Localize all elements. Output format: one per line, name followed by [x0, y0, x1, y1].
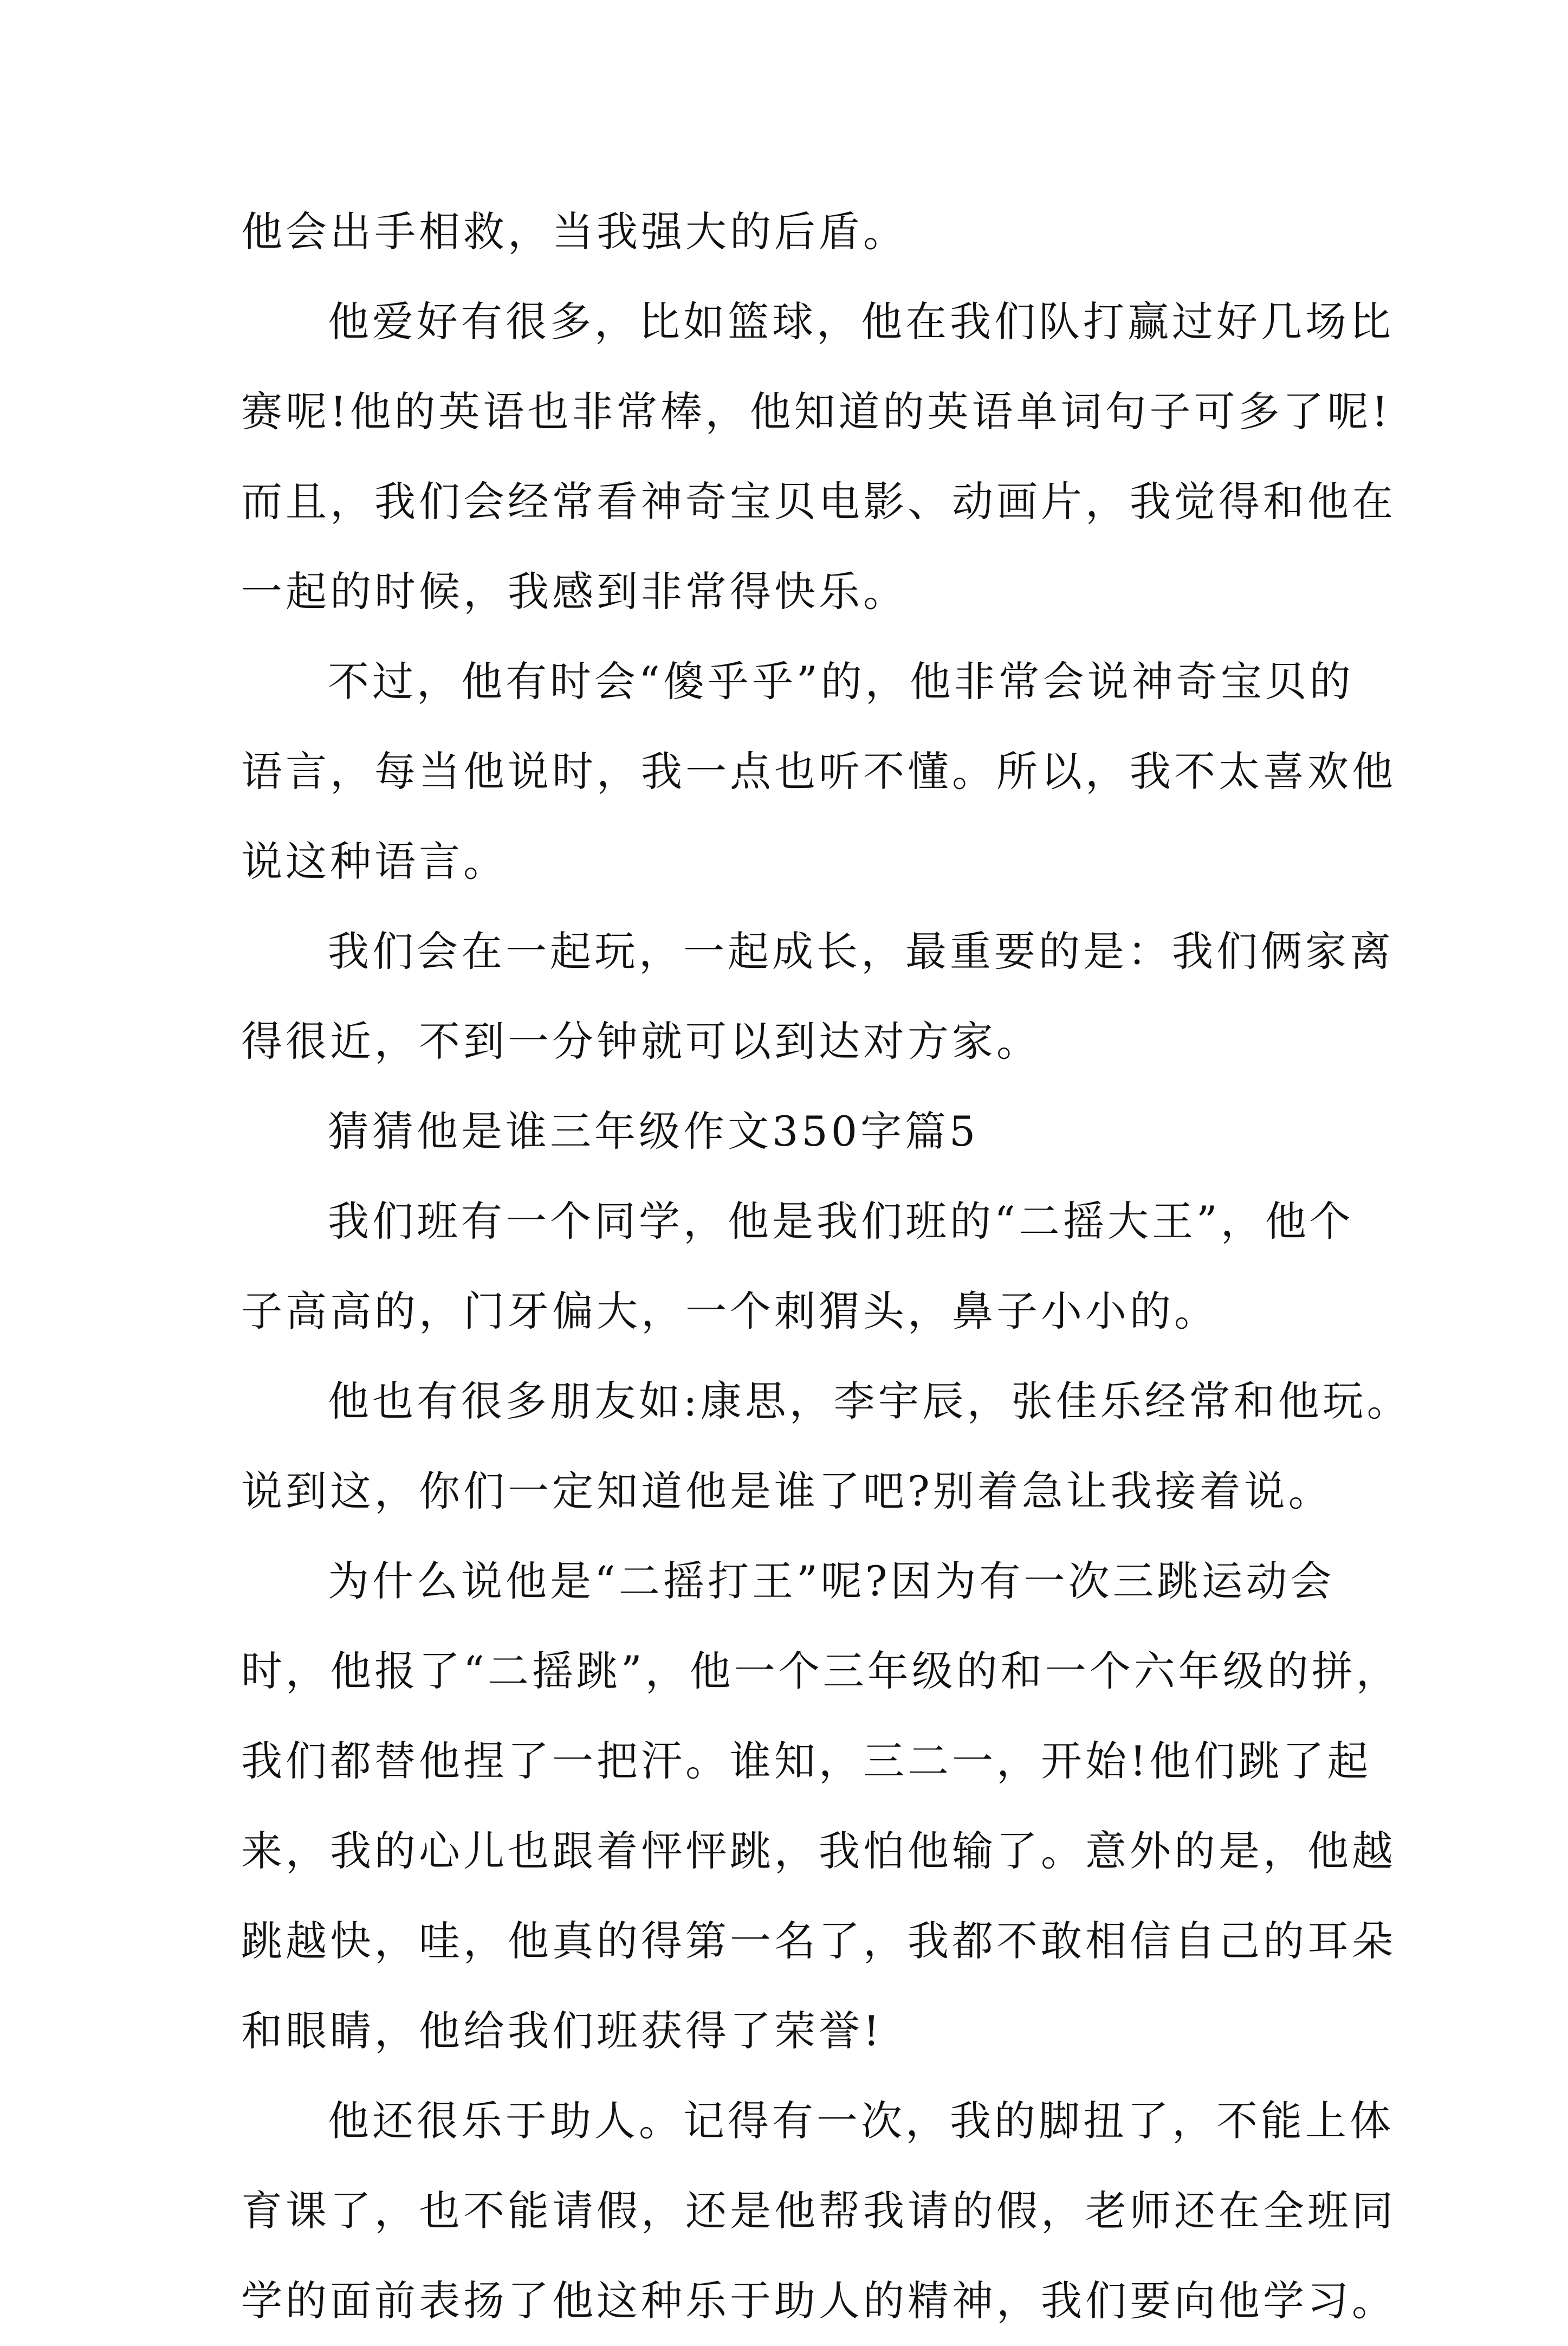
text-line: 时，他报了“二摇跳”，他一个三年级的和一个六年级的拼，: [241, 1647, 1401, 1695]
text-line: 育课了，也不能请假，还是他帮我请的假，老师还在全班同: [241, 2187, 1396, 2235]
section-heading: 猜猜他是谁三年级作文350字篇5: [328, 1107, 979, 1155]
paragraph-start-line: 为什么说他是“二摇打王”呢?因为有一次三跳运动会: [328, 1557, 1335, 1605]
paragraph-start-line: 我们会在一起玩，一起成长，最重要的是：我们俩家离: [328, 927, 1394, 975]
essay-text: [241, 187, 1411, 2346]
text-line: 他会出手相救，当我强大的后盾。: [241, 208, 908, 256]
paragraph-start-line: 他爱好有很多，比如篮球，他在我们队打赢过好几场比: [328, 298, 1394, 346]
text-line: 赛呢!他的英语也非常棒，他知道的英语单词句子可多了呢!: [241, 387, 1392, 436]
paragraph-start-line: 我们班有一个同学，他是我们班的“二摇大王”，他个: [328, 1197, 1354, 1245]
text-line: 来，我的心儿也跟着怦怦跳，我怕他输了。意外的是，他越: [241, 1827, 1396, 1875]
text-line: 跳越快，哇，他真的得第一名了，我都不敢相信自己的耳朵: [241, 1917, 1396, 1965]
paragraph-start-line: 他也有很多朋友如:康思，李宇辰，张佳乐经常和他玩。: [328, 1377, 1411, 1425]
text-line: 我们都替他捏了一把汗。谁知，三二一，开始!他们跳了起: [241, 1737, 1372, 1785]
text-line: 和眼睛，他给我们班获得了荣誉!: [241, 2007, 883, 2055]
text-line: 语言，每当他说时，我一点也听不懂。所以，我不太喜欢他: [241, 747, 1396, 796]
paragraph-start-line: 他还很乐于助人。记得有一次，我的脚扭了，不能上体: [328, 2097, 1394, 2145]
text-line: 而且，我们会经常看神奇宝贝电影、动画片，我觉得和他在: [241, 477, 1396, 526]
text-line: 说这种语言。: [241, 837, 508, 886]
text-line: 一起的时候，我感到非常得快乐。: [241, 567, 908, 616]
text-line: 说到这，你们一定知道他是谁了吧?别着急让我接着说。: [241, 1467, 1333, 1515]
text-line: 学的面前表扬了他这种乐于助人的精神，我们要向他学习。: [241, 2277, 1396, 2325]
text-line: 得很近，不到一分钟就可以到达对方家。: [241, 1017, 1041, 1065]
paragraph-start-line: 不过，他有时会“傻乎乎”的，他非常会说神奇宝贝的: [328, 657, 1354, 706]
text-line: 子高高的，门牙偏大，一个刺猬头，鼻子小小的。: [241, 1287, 1219, 1335]
